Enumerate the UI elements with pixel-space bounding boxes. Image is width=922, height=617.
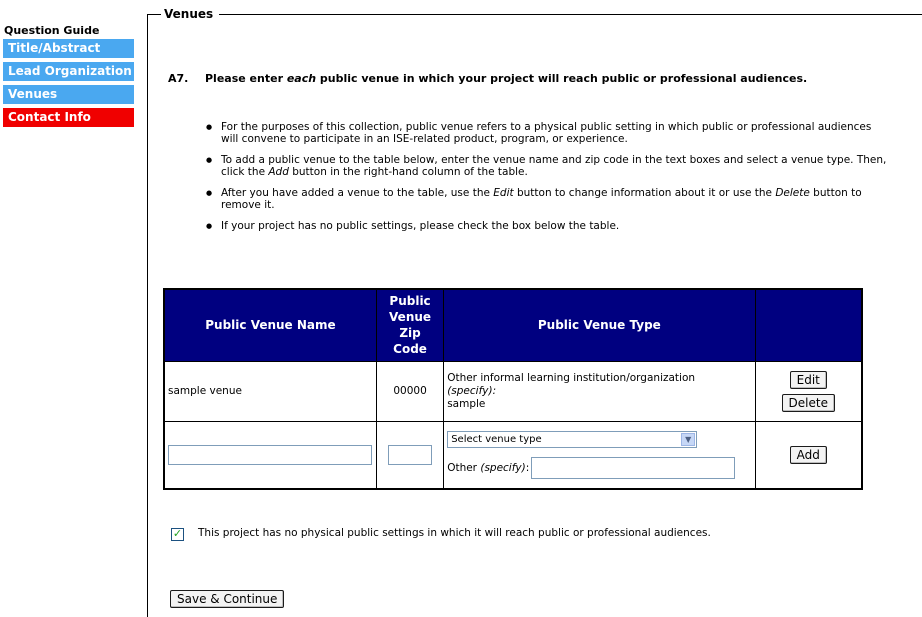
instruction-text: After you have added a venue to the table, use the	[221, 187, 494, 199]
question-text	[168, 72, 807, 85]
new-venue-row	[164, 421, 862, 489]
instruction-item	[221, 121, 891, 145]
venue-actions-cell	[755, 361, 862, 421]
new-name-cell	[164, 421, 376, 489]
question-guide-title: Question Guide	[4, 24, 100, 37]
fieldset-border	[147, 14, 161, 15]
venue-table	[163, 288, 863, 490]
instruction-emphasis: Edit	[493, 187, 514, 199]
instruction-emphasis: Delete	[775, 187, 810, 199]
nav-item-lead-organization[interactable]: Lead Organization	[3, 62, 134, 81]
instruction-item	[221, 187, 891, 211]
instruction-item	[221, 154, 891, 178]
header-zip-line: Venue	[389, 310, 432, 325]
instruction-text: To add a public venue to the table below, enter the venue name and zip code in the text boxes and select a venue type. Then, click the	[221, 154, 887, 178]
nav-item-contact-info[interactable]: Contact Info	[3, 108, 134, 127]
save-continue-button[interactable]: Save & Continue	[170, 590, 284, 608]
instructions-list	[205, 121, 891, 241]
instruction-text: If your project has no public settings, please check the box below the table.	[221, 220, 620, 232]
other-specify-label: (specify)	[480, 461, 526, 474]
chevron-down-icon[interactable]: ▼	[681, 433, 695, 446]
header-venue-type: Public Venue Type	[444, 289, 755, 361]
instruction-text: For the purposes of this collection, public venue refers to a physical public setting in which public or professional audiences will convene to participate in an ISE-related product, program, or experience.	[221, 121, 872, 145]
new-actions-cell	[755, 421, 862, 489]
header-venue-name: Public Venue Name	[164, 289, 376, 361]
specify-value: sample	[447, 397, 486, 410]
specify-label: (specify):	[447, 384, 497, 397]
table-header-row	[164, 289, 862, 361]
header-zip-line: Zip	[399, 326, 421, 341]
new-type-cell	[444, 421, 755, 489]
venue-type-text: Other informal learning institution/organization	[447, 371, 696, 384]
delete-button[interactable]: Delete	[782, 394, 835, 412]
header-actions	[755, 289, 862, 361]
other-specify-row	[447, 457, 751, 479]
table-row	[164, 361, 862, 421]
question-text-part: Please enter	[205, 72, 287, 85]
other-colon: :	[525, 461, 530, 474]
other-specify-input[interactable]	[531, 457, 735, 479]
instruction-emphasis: Add	[268, 166, 289, 178]
header-zip-line: Code	[393, 342, 427, 357]
venue-type-cell	[444, 361, 755, 421]
question-text-part: public venue in which your project will reach public or professional audiences.	[316, 72, 808, 85]
venue-zip-input[interactable]	[388, 445, 432, 465]
edit-button[interactable]: Edit	[790, 371, 827, 389]
header-venue-zip	[376, 289, 443, 361]
question-number: A7.	[168, 72, 189, 85]
venue-name-cell: sample venue	[164, 361, 376, 421]
question-emphasis: each	[286, 72, 317, 85]
fieldset-border	[147, 14, 148, 617]
instruction-text: button to remove it.	[221, 187, 862, 211]
select-value: Select venue type	[451, 433, 542, 445]
header-zip-line: Public	[389, 294, 431, 309]
no-settings-checkbox[interactable]	[171, 528, 184, 541]
section-legend: Venues	[164, 7, 214, 21]
instruction-item	[221, 220, 891, 232]
no-settings-label: This project has no physical public settings in which it will reach public or professional audiences.	[198, 527, 711, 539]
nav-item-venues[interactable]: Venues	[3, 85, 134, 104]
fieldset-border	[219, 14, 922, 15]
nav-item-title-abstract[interactable]: Title/Abstract	[3, 39, 134, 58]
checkmark-icon: ✓	[172, 527, 183, 540]
instruction-text: button in the right-hand column of the table.	[288, 166, 528, 178]
venue-type-select[interactable]	[447, 431, 697, 448]
venue-name-input[interactable]	[168, 445, 372, 465]
other-label: Other	[447, 461, 481, 474]
add-button[interactable]: Add	[790, 446, 827, 464]
new-zip-cell	[376, 421, 443, 489]
instruction-text: button to change information about it or use the	[513, 187, 776, 199]
venue-zip-cell: 00000	[376, 361, 443, 421]
